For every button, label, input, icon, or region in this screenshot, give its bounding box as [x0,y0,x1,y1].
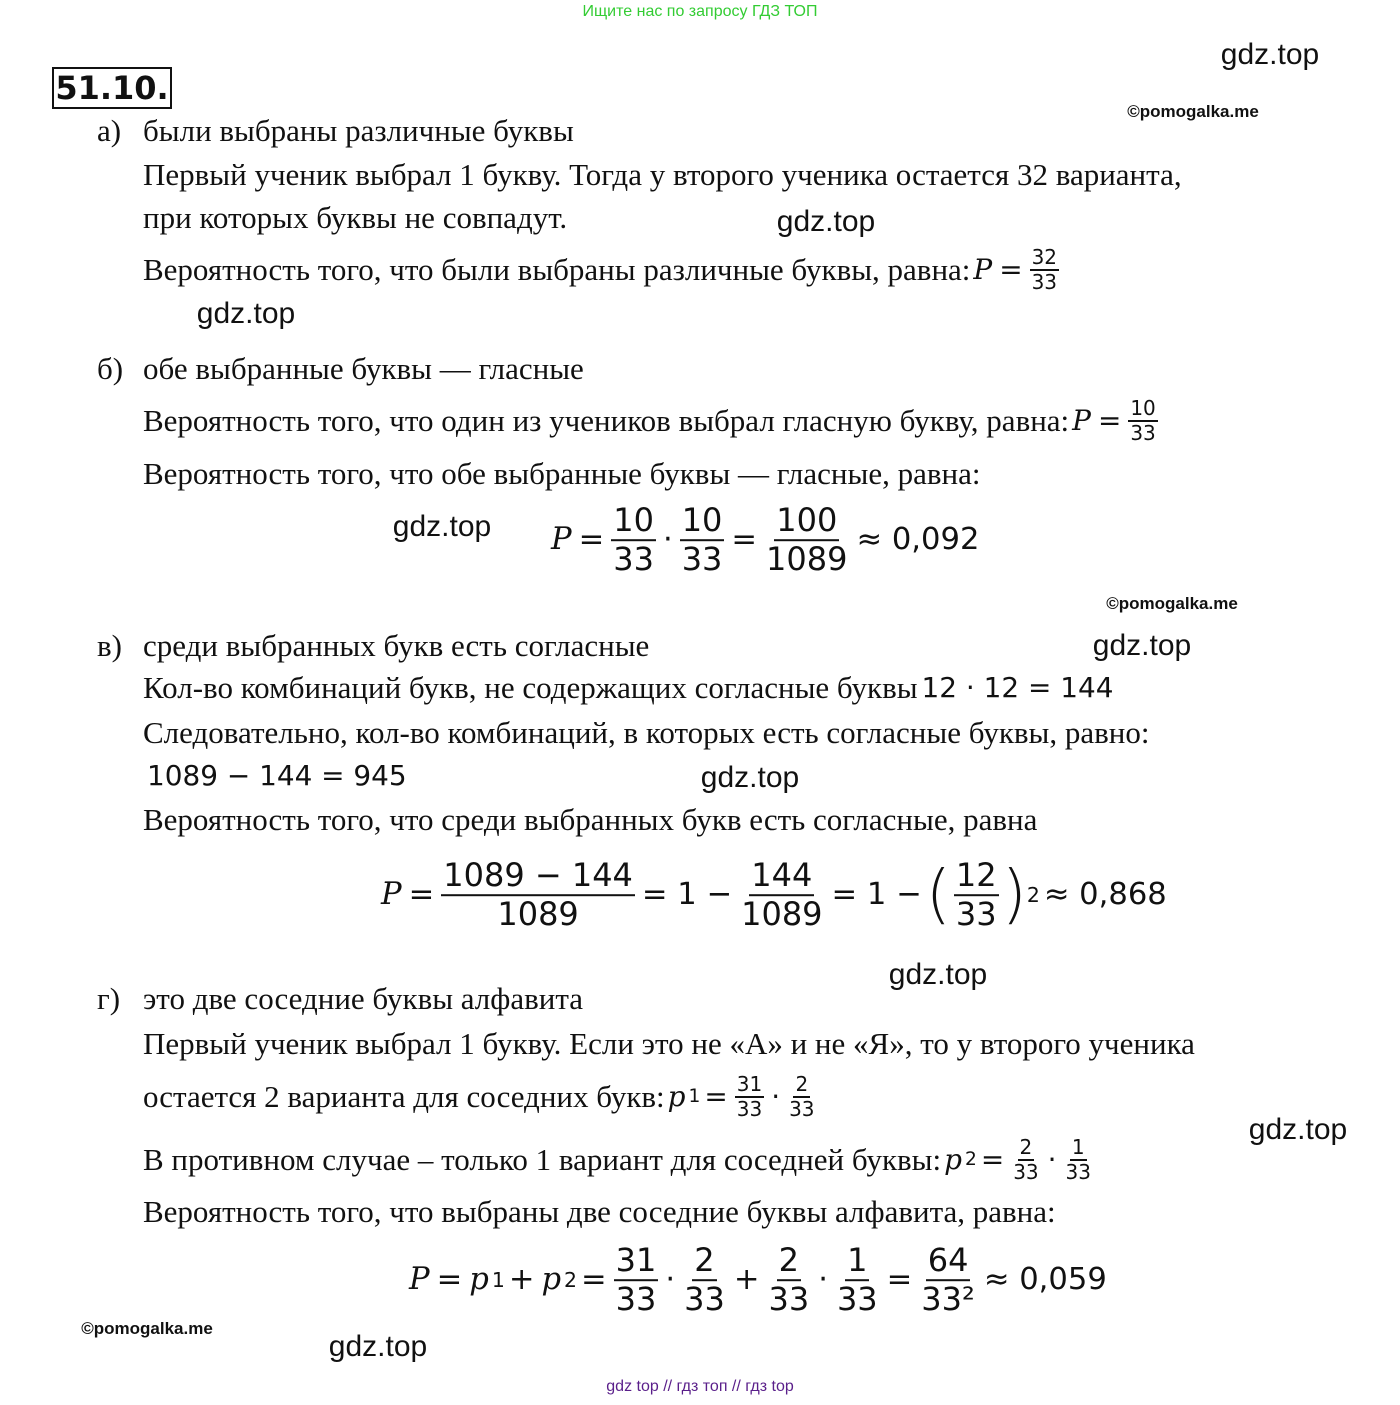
numerator: 2 [694,1241,715,1280]
fraction [611,502,656,578]
fraction [835,1242,880,1318]
math-expression: = [408,877,435,912]
text-line [143,454,980,494]
part-label-b: б) [97,351,124,386]
numerator: 1 [1071,1135,1085,1159]
text-run: обе выбранные буквы — гласные [143,351,584,386]
fraction [441,857,635,933]
fraction [1128,397,1157,445]
denominator: 33 [789,1097,815,1121]
copyright-mark: ©pomogalka.me [1127,102,1259,121]
text-line [143,1073,820,1121]
math-expression: = [886,1262,913,1297]
fraction [764,502,849,578]
watermark: gdz.top [196,297,296,330]
text-line [143,155,1182,195]
watermark: gdz.top [1220,38,1320,71]
numerator: 100 [776,501,838,540]
denominator: 33 [1031,270,1058,294]
numerator: 10 [613,501,654,540]
text-run: при которых буквы не совпадут. [143,200,568,235]
denominator: 33 [1130,421,1156,445]
part-label-g: г) [97,981,121,1016]
text-run: это две соседние буквы алфавита [143,981,584,1016]
denominator: 33 [684,1280,725,1318]
numerator: 31 [615,1241,657,1280]
math-expression: = [731,522,758,557]
text-line [143,800,1037,840]
numerator: 31 [736,1072,763,1096]
math-expression: = 1 − [641,877,733,912]
parenthesis: ( [925,856,951,932]
denominator: 33 [736,1097,763,1121]
fraction [739,857,824,933]
fraction [682,1242,727,1318]
text-run: Вероятность того, что среди выбранных букв есть согласные, равна [143,802,1038,837]
math-expression: ≈ 0,059 [983,1262,1107,1297]
math-variable: p [667,1080,686,1113]
watermark: gdz.top [392,510,492,543]
text-line [143,349,584,389]
fraction [680,502,725,578]
text-run: Вероятность того, что обе выбранные буквы — гласные, равна: [143,456,981,491]
watermark: gdz.top [888,958,988,991]
part-label-a: а) [97,113,122,148]
numerator: 10 [1130,396,1156,420]
math-expression: ≈ 0,868 [1043,877,1167,912]
watermark: gdz.top [700,761,800,794]
text-run: Первый ученик выбрал 1 букву. Если это не «А» и не «Я», то у второго ученика [143,1026,1195,1061]
text-line [143,626,649,666]
text-run: Первый ученик выбрал 1 букву. Тогда у второго ученика остается 32 варианта, [143,157,1182,192]
text-run: В противном случае – только 1 вариант для соседней буквы: [143,1142,942,1177]
denominator: 33 [768,1280,810,1318]
text-run: Следовательно, кол-во комбинаций, в которых есть согласные буквы, равно: [143,715,1150,750]
math-expression: = [581,1262,607,1297]
watermark: gdz.top [1248,1113,1348,1146]
subscript: 2 [564,1268,578,1292]
numerator: 2 [778,1241,800,1280]
subscript: 1 [688,1086,701,1107]
denominator: 33² [921,1280,975,1318]
fraction [787,1073,816,1121]
math-variable: p [944,1143,962,1176]
math-variable: P [551,522,572,557]
watermark: gdz.top [328,1330,428,1363]
fraction [1064,1136,1093,1184]
text-line [548,502,983,578]
fraction [1030,246,1059,294]
fraction [954,857,999,933]
fraction [766,1242,811,1318]
math-variable: P [409,1262,430,1297]
denominator: 1089 [741,895,823,933]
subscript: 1 [491,1268,505,1292]
denominator: 33 [955,895,997,933]
denominator: 33 [615,1280,657,1318]
subscript: 2 [964,1149,977,1170]
math-expression: · [662,522,673,557]
math-expression: = [704,1080,728,1113]
text-line [143,1024,1195,1064]
numerator: 1089 − 144 [443,856,633,895]
fraction [735,1073,764,1121]
numerator: 12 [955,856,997,895]
numerator: 1 [847,1241,868,1280]
text-line [143,713,1149,753]
math-expression: · [818,1262,828,1297]
denominator: 33 [613,540,654,578]
text-line [143,979,583,1019]
math-expression: = [980,1143,1005,1176]
math-expression: = [436,1262,463,1297]
math-expression: · [1047,1143,1057,1176]
math-expression: ≈ 0,092 [856,522,980,557]
denominator: 33 [681,540,723,578]
text-line [143,756,411,796]
math-expression: 1089 − 144 = 945 [147,759,407,792]
text-run: среди выбранных букв есть согласные [143,628,650,663]
fraction [1011,1136,1040,1184]
denominator: 1089 [497,895,579,933]
text-line [143,668,1117,708]
math-expression: 12 · 12 = 144 [921,671,1114,704]
math-expression: · [665,1262,676,1297]
text-line [143,397,1161,445]
math-expression: = 1 − [831,877,922,912]
text-run: были выбраны различные буквы [143,113,574,148]
math-variable: p [469,1262,489,1297]
text-line [143,111,574,151]
numerator: 64 [927,1241,969,1280]
denominator: 1089 [766,540,848,578]
math-variable: P [381,877,402,912]
numerator: 10 [681,501,723,540]
text-run: остается 2 варианта для соседних букв: [143,1079,665,1114]
text-line [406,1242,1111,1318]
parenthesis: ) [1001,856,1027,932]
watermark: gdz.top [1092,629,1192,662]
text-run: Вероятность того, что один из учеников выбрал гласную букву, равна: [143,403,1070,438]
part-label-v: в) [97,628,122,663]
numerator: 2 [1019,1135,1033,1159]
denominator: 33 [1065,1160,1091,1184]
text-line [143,246,1062,294]
math-expression: · [771,1080,781,1113]
numerator: 144 [751,856,813,895]
fraction [614,1242,659,1318]
text-run: Вероятность того, что были выбраны различные буквы, равна: [143,252,971,287]
text-line [143,1136,1096,1184]
footer-links[interactable]: gdz top // гдз топ // гдз top [606,1378,794,1395]
math-expression: = [999,253,1023,286]
math-expression: = [1097,404,1122,437]
fraction [919,1242,977,1318]
math-expression: + [508,1262,535,1297]
text-line [143,198,567,238]
superscript: 2 [1026,883,1040,907]
math-variable: P [973,253,993,286]
numerator: 32 [1031,245,1058,269]
problem-number: 51.10. [52,67,172,109]
denominator: 33 [1013,1160,1039,1184]
text-run: Кол-во комбинаций букв, не содержащих согласные буквы [143,670,918,705]
search-banner[interactable]: Ищите нас по запросу ГДЗ ТОП [582,3,818,20]
text-line [378,857,1171,933]
math-variable: P [1072,404,1091,437]
math-expression: + [733,1262,760,1297]
text-line [143,1192,1056,1232]
copyright-mark: ©pomogalka.me [1106,594,1238,613]
math-variable: p [541,1262,562,1297]
watermark: gdz.top [776,205,876,238]
denominator: 33 [836,1280,878,1318]
math-expression: = [578,522,605,557]
numerator: 2 [795,1072,809,1096]
copyright-mark: ©pomogalka.me [81,1319,213,1338]
text-run: Вероятность того, что выбраны две соседние буквы алфавита, равна: [143,1194,1056,1229]
